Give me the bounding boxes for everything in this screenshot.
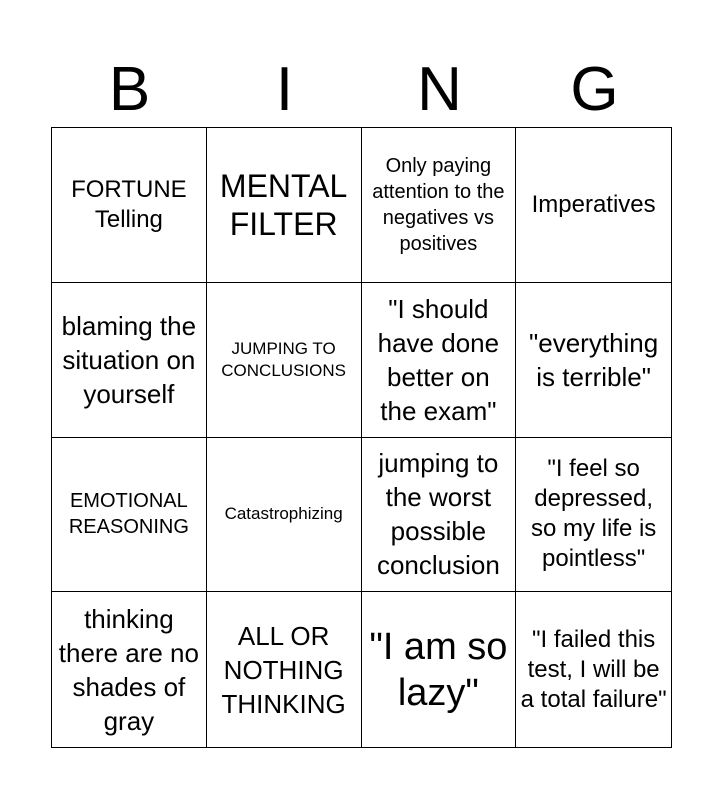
bingo-cell[interactable]: Only paying attention to the negatives vs positives	[362, 128, 517, 283]
bingo-cell[interactable]: blaming the situation on yourself	[52, 283, 207, 438]
bingo-cell[interactable]: FORTUNE Telling	[52, 128, 207, 283]
bingo-cell[interactable]: "everything is terrible"	[516, 283, 671, 438]
header-letter-g: G	[570, 55, 619, 124]
bingo-card-grid	[51, 127, 672, 748]
bingo-cell[interactable]: jumping to the worst possible conclusion	[362, 438, 517, 593]
bingo-cell[interactable]: JUMPING TO CONCLUSIONS	[207, 283, 362, 438]
bingo-cell[interactable]: thinking there are no shades of gray	[52, 592, 207, 747]
bingo-cell[interactable]: "I am so lazy"	[362, 592, 517, 747]
bingo-cell[interactable]: Imperatives	[516, 128, 671, 283]
header-letter-n: N	[417, 55, 462, 124]
header-letter-b: B	[108, 55, 151, 124]
bingo-cell[interactable]: EMOTIONAL REASONING	[52, 438, 207, 593]
bingo-cell[interactable]: "I feel so depressed, so my life is pointless"	[516, 438, 671, 593]
bingo-header	[52, 52, 672, 128]
bingo-cell[interactable]: "I failed this test, I will be a total failure"	[520, 625, 667, 713]
bingo-cell[interactable]: Catastrophizing	[207, 438, 362, 593]
header-letter-i: I	[275, 55, 294, 124]
bingo-cell[interactable]: ALL OR NOTHING THINKING	[207, 592, 362, 747]
bingo-cell[interactable]: "I should have done better on the exam"	[362, 283, 517, 438]
bingo-cell[interactable]: MENTAL FILTER	[207, 128, 362, 283]
